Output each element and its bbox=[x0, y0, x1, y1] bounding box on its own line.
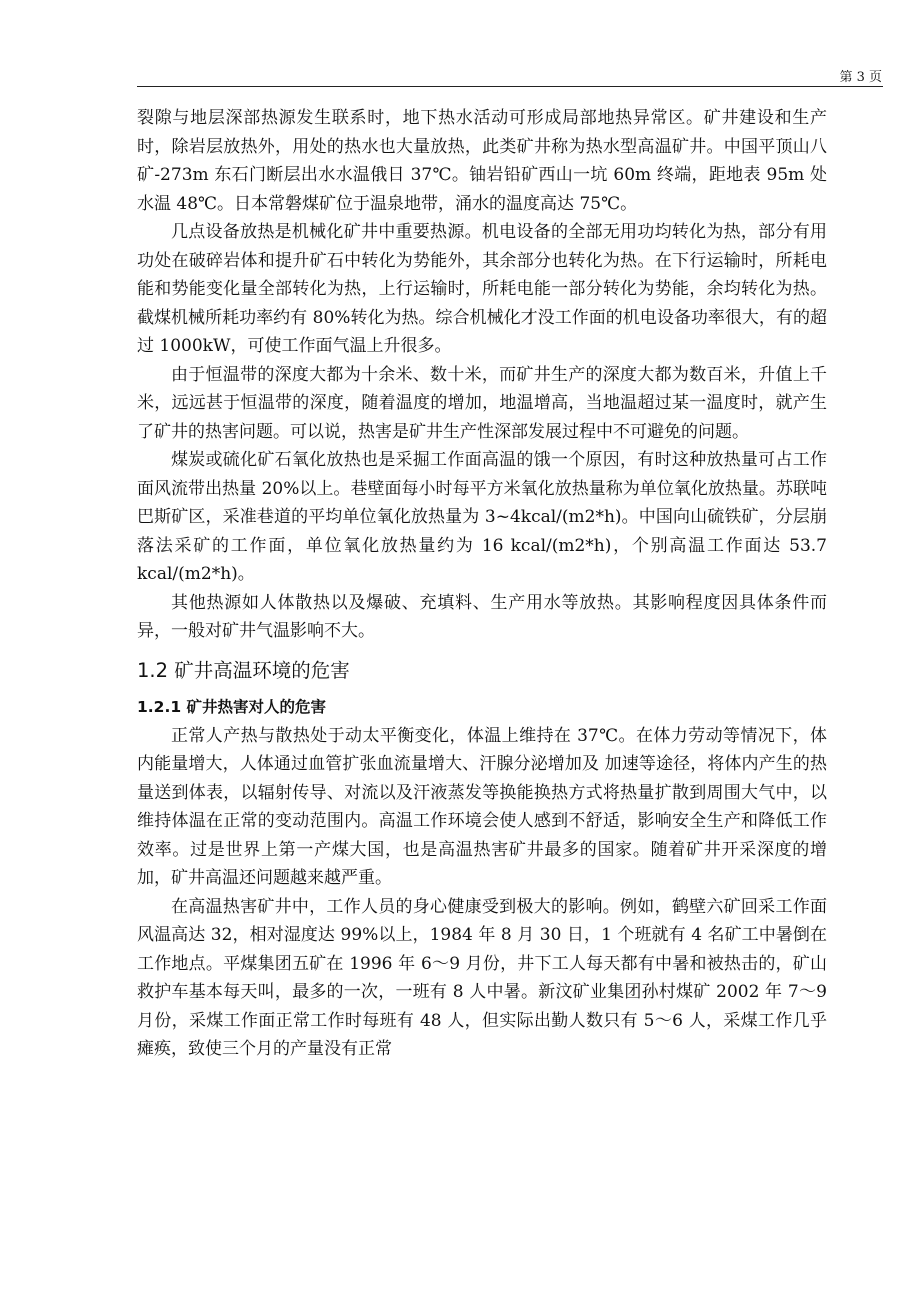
paragraph-other-heat: 其他热源如人体散热以及爆破、充填料、生产用水等放热。其影响程度因具体条件而异，一般对矿井气温影响不大。 bbox=[137, 592, 827, 641]
paragraph-equipment-heat: 几点设备放热是机械化矿井中重要热源。机电设备的全部无用功均转化为热，部分有用功处在破碎岩体和提升矿石中转化为势能外，其余部分也转化为热。在下行运输时，所耗电能和势能变化量全部转化为热，上行运输时，所耗电能一部分转化为势能，余均转化为热。截煤机械所耗功率约有 80%转化为热。综合机械化才没工作面的机电设备功率很大，有的超过 1000kW，可使工作面气温上升很多。 bbox=[137, 222, 827, 356]
page-number: 第 3 页 bbox=[839, 70, 882, 85]
paragraph-body-temperature: 正常人产热与散热处于动太平衡变化，体温上维持在 37℃。在体力劳动等情况下，体内能量增大，人体通过血管扩张血流量增大、汗腺分泌增加及 加速等途径，将体内产生的热量送到体表，以辐射传导、对流以及汗液蒸发等换能换热方式将热量扩散到周围大气中，以维持体温在正常的变动范围内。高温工作环境会使人感到不舒适，影响安全生产和降低工作效率。过是世界上第一产煤大国，也是高温热害矿井最多的国家。随着矿井开采深度的增加，矿井高温还问题越来越严重。 bbox=[137, 725, 827, 888]
section-heading: 1.2 矿井高温环境的危害 bbox=[137, 658, 350, 682]
paragraph-hot-water: 裂隙与地层深部热源发生联系时，地下热水活动可形成局部地热异常区。矿井建设和生产时，除岩层放热外，用处的热水也大量放热，此类矿井称为热水型高温矿井。中国平顶山八矿-273m 东石门断层出水水温俄日 37℃。铀岩铅矿西山一坑 60m 终端，距地表 95m 处水温 48℃。日本常磐煤矿位于温泉地带，涌水的温度高达 75℃。 bbox=[137, 108, 827, 214]
paragraph-health-examples: 在高温热害矿井中，工作人员的身心健康受到极大的影响。例如，鹤壁六矿回采工作面风温高达 32，相对湿度达 99%以上，1984 年 8 月 30 日，1 个班就有 4 名矿工中暑倒在工作地点。平煤集团五矿在 1996 年 6～9 月份，井下工人每天都有中暑和被热击的，矿山救护车基本每天叫，最多的一次，一班有 8 人中暑。新汶矿业集团孙村煤矿 2002 年 7～9 月份，采煤工作面正常工作时每班有 48 人，但实际出勤人数只有 5～6 人，采煤工作几乎瘫痪，致使三个月的产量没有正常 bbox=[137, 896, 827, 1059]
paragraph-oxidation-heat: 煤炭或硫化矿石氧化放热也是采掘工作面高温的饿一个原因，有时这种放热量可占工作面风流带出热量 20%以上。巷壁面每小时每平方米氧化放热量称为单位氧化放热量。苏联吨巴斯矿区，采准巷道的平均单位氧化放热量为 3~4kcal/(m2*h)。中国向山硫铁矿，分层崩落法采矿的工作面，单位氧化放热量约为 16 kcal/(m2*h)，个别高温工作面达 53.7 kcal/(m2*h)。 bbox=[137, 450, 827, 584]
document-body bbox=[137, 104, 827, 1064]
paragraph-constant-temp-zone: 由于恒温带的深度大都为十余米、数十米，而矿井生产的深度大都为数百米，升值上千米，远远甚于恒温带的深度，随着温度的增加，地温增高，当地温超过某一温度时，就产生了矿井的热害问题。可以说，热害是矿井生产性深部发展过程中不可避免的问题。 bbox=[137, 364, 827, 442]
subsection-heading: 1.2.1 矿井热害对人的危害 bbox=[137, 697, 327, 716]
header-rule bbox=[137, 86, 883, 87]
